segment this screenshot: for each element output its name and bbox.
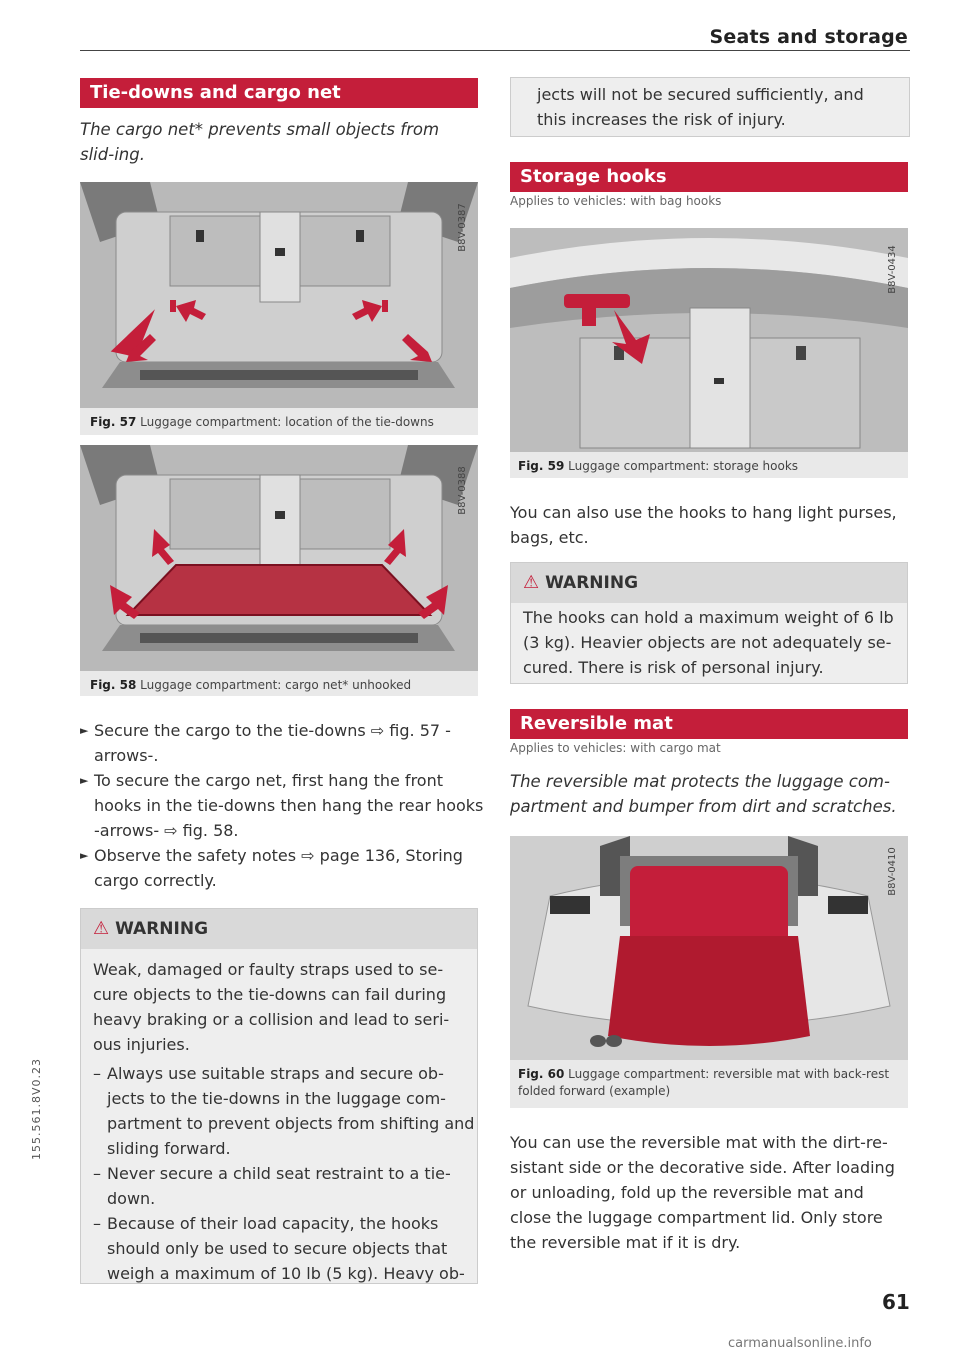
warning-text: The hooks can hold a maximum weight of 6 lb (3 kg). Heavier objects are not adequately se-cured. There is risk of personal injury.: [523, 608, 894, 677]
figure-59-code: B8V-0434: [886, 245, 898, 294]
figure-58-image: [80, 445, 478, 671]
figure-59-image: [510, 228, 908, 452]
instruction-bullet-3: [80, 843, 484, 893]
warning-triangle-icon: ⚠: [93, 918, 110, 939]
figure-60: [510, 836, 908, 1108]
figure-59: [510, 228, 908, 478]
figure-58-caption-text: Luggage compartment: cargo net* unhooked: [140, 678, 412, 692]
figure-60-caption-text: Luggage compartment: reversible mat with back-rest folded forward (example): [518, 1067, 890, 1098]
section-title-storage-hooks: Storage hooks: [510, 162, 908, 192]
warning-item-1: [93, 1061, 479, 1161]
figure-57-image: [80, 182, 478, 408]
warning-header: [511, 563, 907, 603]
figure-60-label: Fig. 60: [518, 1067, 565, 1081]
figure-57: [80, 182, 478, 435]
header-rule: [80, 50, 910, 51]
figure-57-caption-text: Luggage compartment: location of the tie-downs: [140, 415, 434, 429]
warning-item-3: [93, 1211, 479, 1286]
figure-60-image: [510, 836, 908, 1060]
figure-60-code: B8V-0410: [886, 847, 898, 896]
figure-59-caption: [518, 458, 898, 475]
warning-box-continued: [510, 77, 910, 137]
running-header: Seats and storage: [709, 26, 908, 48]
watermark: carmanualsonline.info: [728, 1336, 872, 1351]
figure-58-code: B8V-0388: [456, 466, 468, 515]
reversible-mat-intro: The reversible mat protects the luggage com-partment and bumper from dirt and scratches.: [510, 772, 897, 816]
warning-triangle-icon: ⚠: [523, 572, 540, 593]
figure-59-label: Fig. 59: [518, 459, 565, 473]
warning-item-text: Always use suitable straps and secure ob-jects to the tie-downs in the luggage com-partment to prevent objects from shifting and sliding forward.: [107, 1064, 475, 1158]
instruction-bullet-text: To secure the cargo net, first hang the front hooks in the tie-downs then hang the rear hooks -arrows- ⇨ fig. 58.: [94, 771, 484, 840]
bullet-marker-icon: ►: [80, 724, 89, 737]
reversible-mat-text: You can use the reversible mat with the dirt-re-sistant side or the decorative side. After loading or unloading, fold up the reversible mat and close the luggage compartment lid. Only store the reversible mat if it is dry.: [510, 1133, 895, 1252]
figure-59-caption-text: Luggage compartment: storage hooks: [568, 459, 799, 473]
figure-57-caption: [90, 414, 470, 431]
warning-item-text: Never secure a child seat restraint to a tie-down.: [107, 1164, 451, 1208]
reversible-mat-applies: Applies to vehicles: with cargo mat: [510, 741, 721, 755]
side-document-code: 155.561.8V0.23: [30, 1058, 43, 1160]
dash-icon: –: [93, 1164, 101, 1183]
tie-downs-intro: The cargo net* prevents small objects from slid-ing.: [80, 120, 440, 164]
dash-icon: –: [93, 1214, 101, 1233]
warning-text: Weak, damaged or faulty straps used to se-cure objects to the tie-downs can fail during heavy braking or a collision and lead to seri-ous injuries.: [93, 960, 450, 1054]
storage-hooks-applies: Applies to vehicles: with bag hooks: [510, 194, 722, 208]
dash-icon: –: [93, 1064, 101, 1083]
page-number: 61: [882, 1290, 910, 1314]
warning-title: WARNING: [545, 573, 639, 593]
storage-hooks-text: You can also use the hooks to hang light purses, bags, etc.: [510, 503, 897, 547]
figure-58-caption: [90, 677, 470, 694]
warning-box-storage-hooks: [510, 562, 908, 684]
instruction-bullet-text: Secure the cargo to the tie-downs ⇨ fig. 57 -arrows-.: [94, 721, 451, 765]
warning-item-text: Because of their load capacity, the hooks should only be used to secure objects that weigh a maximum of 10 lb (5 kg). Heavy ob-: [107, 1214, 465, 1283]
section-title-tie-downs: Tie-downs and cargo net: [80, 78, 478, 108]
section-title-reversible-mat: Reversible mat: [510, 709, 908, 739]
instruction-bullet-2: [80, 768, 484, 843]
instruction-bullet-1: [80, 718, 484, 768]
figure-57-code: B8V-0387: [456, 203, 468, 252]
warning-box-tie-downs: [80, 908, 478, 1284]
figure-60-caption: [518, 1066, 902, 1100]
bullet-marker-icon: ►: [80, 774, 89, 787]
bullet-marker-icon: ►: [80, 849, 89, 862]
warning-item-2: [93, 1161, 479, 1211]
warning-continued-text: jects will not be secured sufficiently, and this increases the risk of injury.: [537, 85, 864, 129]
figure-57-label: Fig. 57: [90, 415, 137, 429]
warning-title: WARNING: [115, 919, 209, 939]
warning-header: [81, 909, 477, 949]
instruction-bullet-text: Observe the safety notes ⇨ page 136, Storing cargo correctly.: [94, 846, 463, 890]
figure-58-label: Fig. 58: [90, 678, 137, 692]
figure-58: [80, 445, 478, 696]
